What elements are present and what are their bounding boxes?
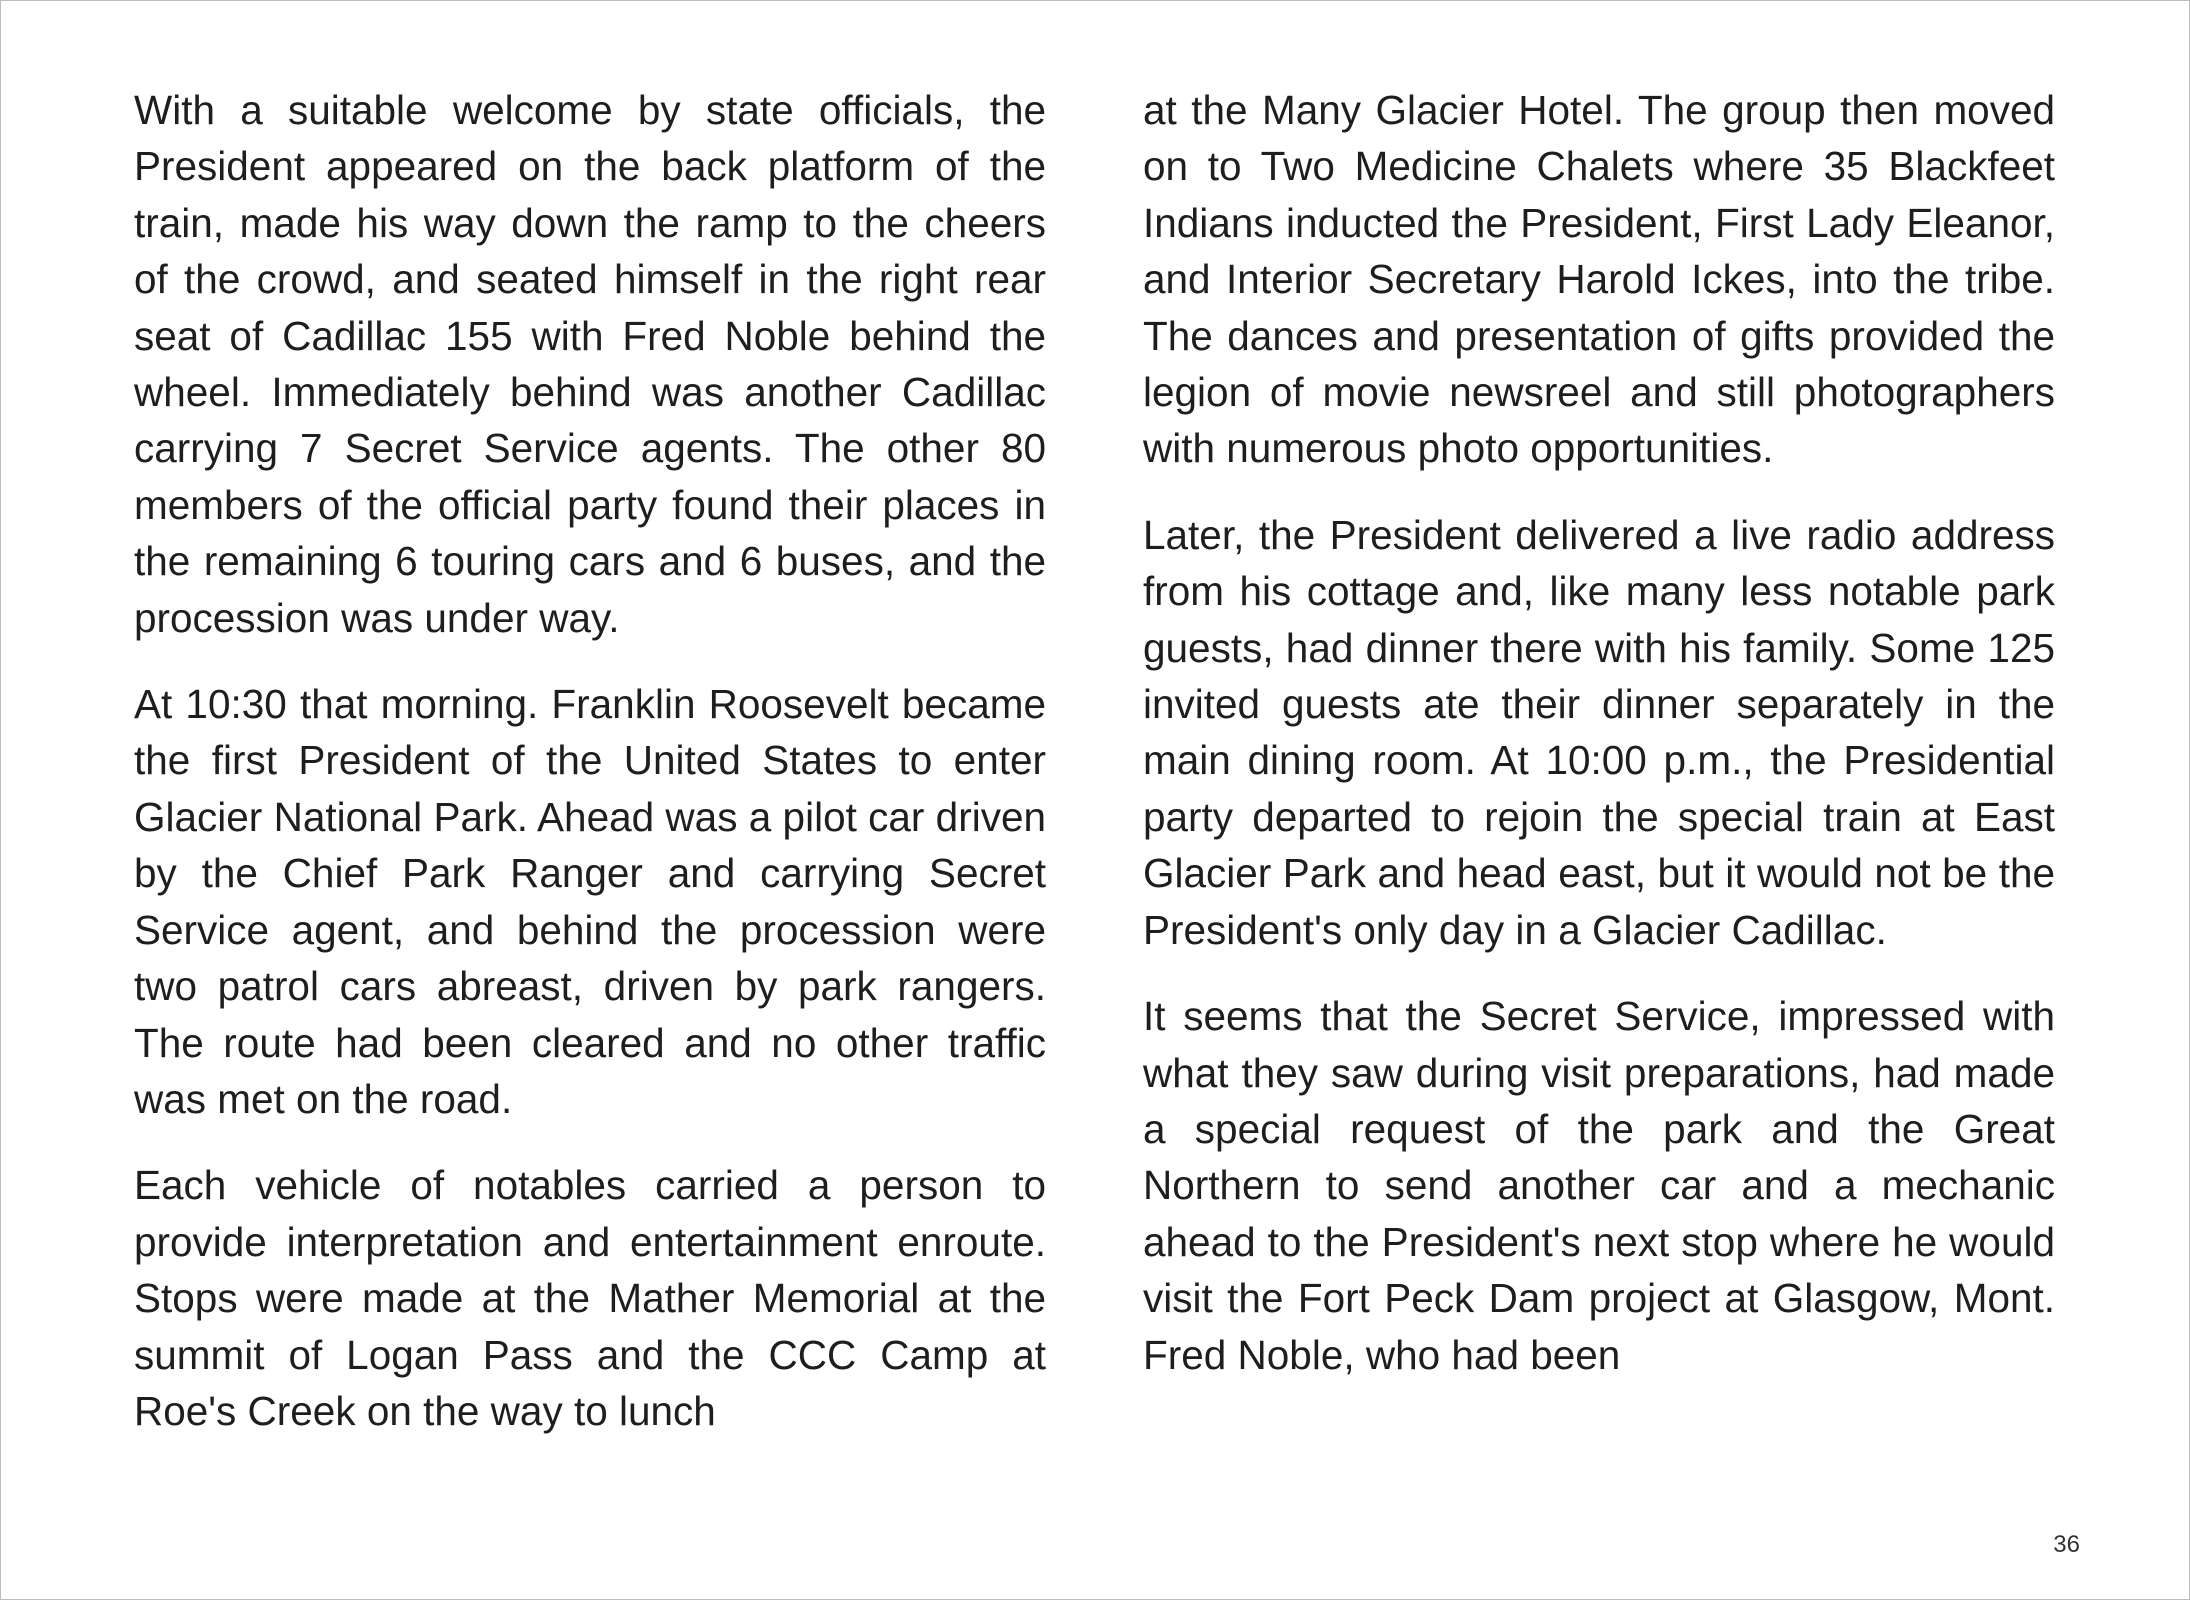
paragraph: at the Many Glacier Hotel. The group then moved on to Two Medicine Chalets where 35 Blackfeet Indians inducted the President, First Lady Eleanor, and Interior Secretary Harold Ickes, into the tribe. The dances and presentation of gifts provided the legion of movie newsreel and still photographers with numerous photo opportunities.: [1143, 87, 2055, 472]
left-column: [134, 82, 1046, 1439]
paragraph: Later, the President delivered a live radio address from his cottage and, like many less notable park guests, had dinner there with his family. Some 125 invited guests ate their dinner separately in the main dining room. At 10:00 p.m., the Presidential party departed to rejoin the special train at East Glacier Park and head east, but it would not be the President's only day in a Glacier Cadillac.: [1143, 511, 2055, 953]
page-number: 36: [2053, 1531, 2080, 1558]
paragraph: At 10:30 that morning. Franklin Roosevelt became the first President of the United States to enter Glacier National Park. Ahead was a pilot car driven by the Chief Park Ranger and carrying Secret Service agent, and behind the procession were two patrol cars abreast, driven by park rangers. The route had been cleared and no other traffic was met on the road.: [134, 681, 1046, 1122]
paragraph: With a suitable welcome by state officials, the President appeared on the back platform of the train, made his way down the ramp to the cheers of the crowd, and seated himself in the right rear seat of Cadillac 155 with Fred Noble behind the wheel. Immediately behind was another Cadillac carrying 7 Secret Service agents. The other 80 members of the official party found their places in the remaining 6 touring cars and 6 buses, and the procession was under way.: [134, 87, 1046, 641]
paragraph: It seems that the Secret Service, impressed with what they saw during visit preparations, had made a special request of the park and the Great Northern to send another car and a mechanic ahead to the President's next stop where he would visit the Fort Peck Dam project at Glasgow, Mont. Fred Noble, who had been: [1143, 993, 2055, 1378]
right-column: [1143, 82, 2055, 1383]
paragraph: Each vehicle of notables carried a person to provide interpretation and entertainment enroute. Stops were made at the Mather Memorial at the summit of Logan Pass and the CCC Camp at Roe's Creek on the way to lunch: [134, 1162, 1046, 1434]
